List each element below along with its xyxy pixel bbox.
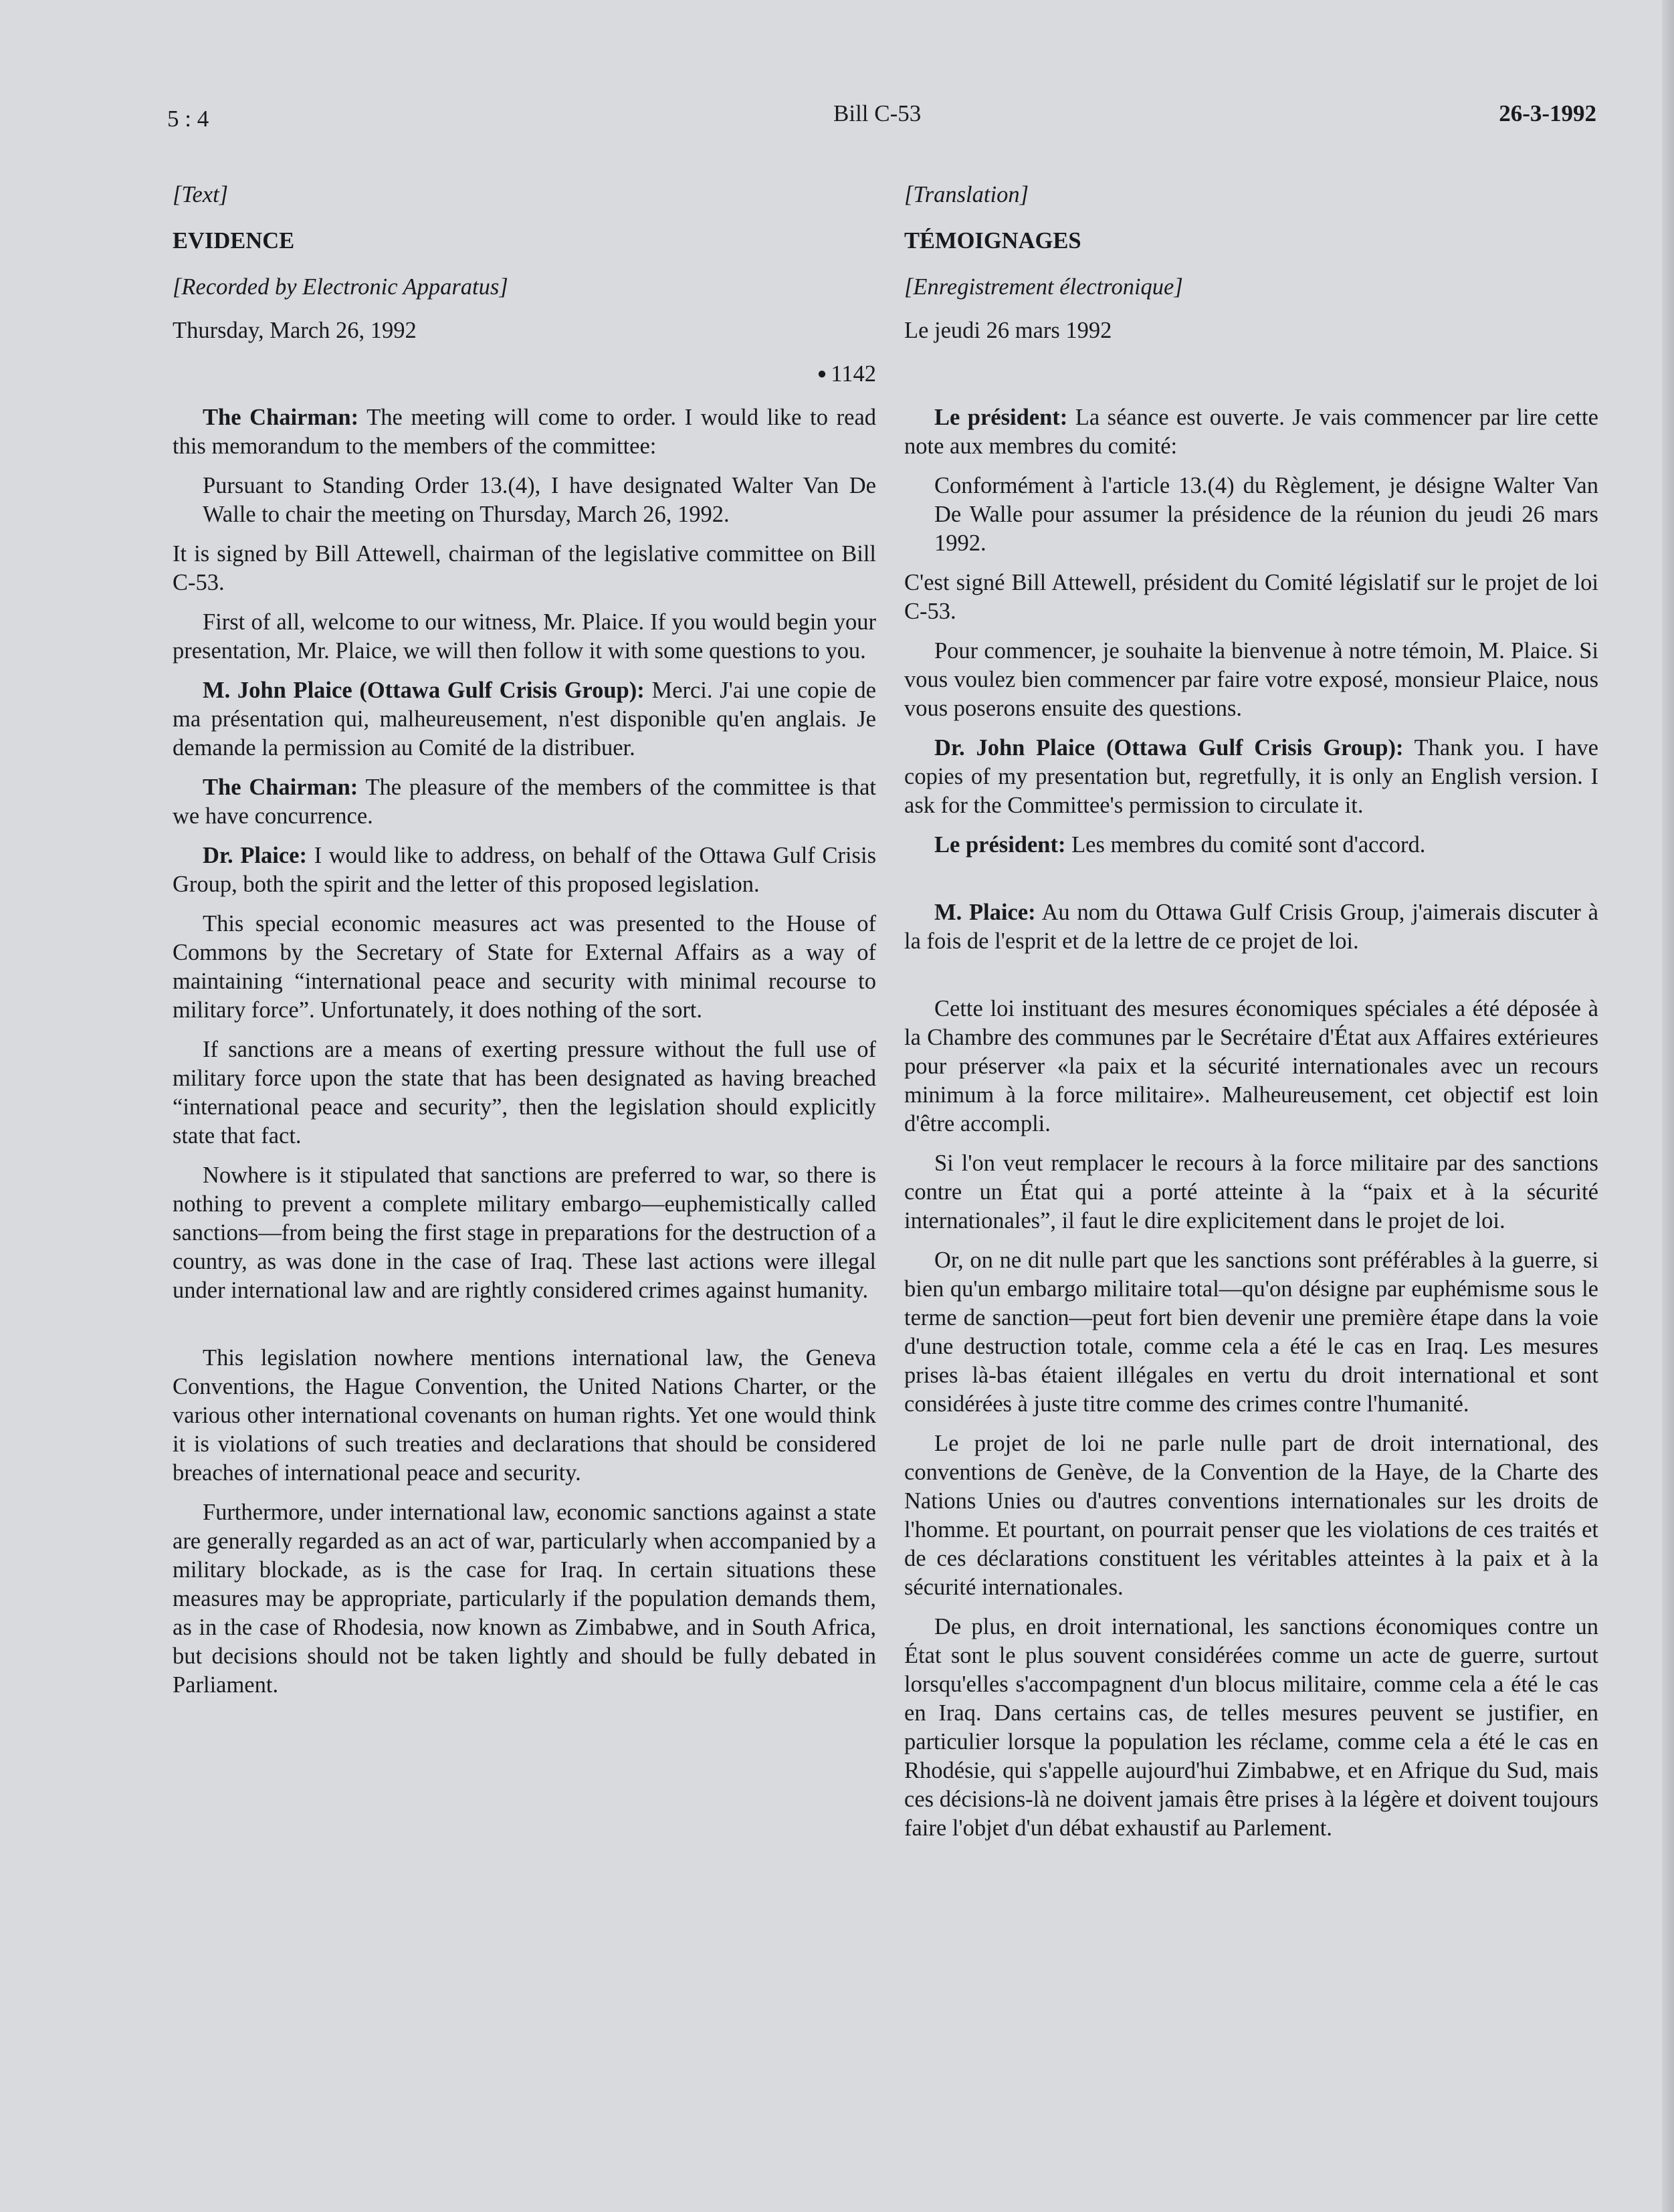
paragraph (173, 773, 876, 831)
paragraph (173, 403, 876, 461)
speaker-name: The Chairman: (203, 775, 358, 800)
speech-text: La séance est ouverte. Je vais commencer par lire cette note aux membres du comité: (904, 405, 1598, 459)
page-header (167, 100, 1596, 140)
speech-text: Au nom du Ottawa Gulf Crisis Group, j'aimerais discuter à la fois de l'esprit et de la lettre de ce projet de loi. (904, 900, 1598, 954)
speaker-name: M. John Plaice (Ottawa Gulf Crisis Group): (203, 678, 645, 703)
speech-text: Merci. J'ai une copie de ma présentation qui, malheureusement, n'est disponible qu'en anglais. Je demande la permission au Comité de la distribuer. (173, 678, 876, 761)
memorandum-quote: Pursuant to Standing Order 13.(4), I have designated Walter Van De Walle to chair the meeting on Thursday, March 26, 1992. (203, 473, 876, 527)
speech-text: Thank you. I have copies of my presentation but, regretfully, it is only an English version. I ask for the Committee's permission to circulate it. (904, 735, 1598, 818)
header-date: 26-3-1992 (1499, 100, 1596, 126)
translation-label: [Translation] (904, 182, 1029, 207)
speech-text: The pleasure of the members of the committee is that we have concurrence. (173, 775, 876, 829)
paragraph (904, 831, 1598, 860)
paragraph (173, 841, 876, 899)
paragraph (173, 676, 876, 763)
speaker-name: Dr. John Plaice (Ottawa Gulf Crisis Group): (934, 735, 1404, 761)
memorandum-quote: Conformément à l'article 13.(4) du Règlement, je désigne Walter Van De Walle pour assumer la présidence de la réunion du jeudi 26 mars 1992. (934, 473, 1598, 556)
recorded-note: [Enregistrement électronique] (904, 274, 1183, 300)
paragraph (904, 898, 1598, 956)
paragraph: Furthermore, under international law, economic sanctions against a state are generally regarded as an act of war, particularly when accompanied by a military blockade, as is the case for Iraq. In certain situations these measures may be appropriate, particularly if the population demands them, as in the case of Rhodesia, now known as Zimbabwe, and in South Africa, but decisions should not be taken lightly and should be fully debated in Parliament. (173, 1500, 876, 1698)
paragraph: Or, on ne dit nulle part que les sanctions sont préférables à la guerre, si bien qu'un embargo militaire total—qu'on désigne par euphémisme sous le terme de sanction—peut fort bien devenir une première étape dans la voie d'une destruction totale, comme cela a été le cas en Iraq. Les mesures prises là-bas étaient illégales en vertu du droit international et sont considérées à juste titre comme des crimes contre l'humanité. (904, 1247, 1598, 1417)
speaker-name: The Chairman: (203, 405, 359, 430)
paragraph: C'est signé Bill Attewell, président du Comité législatif sur le projet de loi C-53. (904, 570, 1598, 624)
meeting-date: Le jeudi 26 mars 1992 (904, 318, 1112, 343)
recorded-note: [Recorded by Electronic Apparatus] (173, 274, 508, 300)
paragraph: If sanctions are a means of exerting pressure without the full use of military force upon the state that has been designated as having breached “international peace and security”, then the legislation should explicitly state that fact. (173, 1037, 876, 1148)
english-column (173, 181, 876, 1710)
paragraph: De plus, en droit international, les sanctions économiques contre un État sont le plus souvent considérées comme un acte de guerre, surtout lorsqu'elles s'accompagnent d'un blocus militaire, comme cela a été le cas en Iraq. Dans certains cas, de telles mesures peuvent se justifier, en particulier lorsque la population les réclame, comme cela a été le cas en Rhodésie, qui s'appelle aujourd'hui Zimbabwe, et en Afrique du Sud, mais ces décisions-là ne doivent jamais être prises à la légère et doivent toujours faire l'objet d'un débat exhaustif au Parlement. (904, 1614, 1598, 1841)
speech-text: The meeting will come to order. I would like to read this memorandum to the members of the committee: (173, 405, 877, 459)
page-edge-shadow (1662, 0, 1674, 2212)
speaker-name: Dr. Plaice: (203, 843, 307, 868)
paragraph: This special economic measures act was presented to the House of Commons by the Secretary of State for External Affairs as a way of maintaining “international peace and security with minimal recourse to military force”. Unfortunately, it does nothing of the sort. (173, 911, 876, 1023)
page-number: 5 : 4 (167, 106, 209, 132)
bill-title: Bill C-53 (833, 100, 922, 126)
paragraph: First of all, welcome to our witness, Mr. Plaice. If you would begin your presentation, Mr. Plaice, we will then follow it with some questions to you. (173, 609, 876, 664)
meeting-date: Thursday, March 26, 1992 (173, 318, 417, 343)
paragraph: This legislation nowhere mentions international law, the Geneva Conventions, the Hague Convention, the United Nations Charter, or the various other international covenants on human rights. Yet one would think it is violations of such treaties and declarations that should be considered breaches of international peace and security. (173, 1345, 876, 1486)
paragraph: Le projet de loi ne parle nulle part de droit international, des conventions de Genève, de la Convention de la Haye, de la Charte des Nations Unies ou d'autres conventions internationales sur les droits de l'homme. Et pourtant, on pourrait penser que les violations de ces traités et de ces déclarations constituent les véritables atteintes à la paix et à la sécurité internationales. (904, 1431, 1598, 1600)
temoignages-heading: TÉMOIGNAGES (904, 228, 1081, 254)
paragraph: Pour commencer, je souhaite la bienvenue à notre témoin, M. Plaice. Si vous voulez bien commencer par faire votre exposé, monsieur Plaice, nous vous poserons ensuite des questions. (904, 638, 1598, 721)
speech-text: I would like to address, on behalf of the Ottawa Gulf Crisis Group, both the spirit and the letter of this proposed legislation. (173, 843, 876, 897)
paragraph: Cette loi instituant des mesures économiques spéciales a été déposée à la Chambre des communes par le Secrétaire d'État aux Affaires extérieures pour préserver «la paix et la sécurité internationales avec un recours minimum à la force militaire». Malheureusement, cet objectif est loin d'être accompli. (904, 996, 1598, 1136)
speaker-name: M. Plaice: (934, 900, 1036, 925)
paragraph: It is signed by Bill Attewell, chairman of the legislative committee on Bill C-53. (173, 541, 876, 595)
paragraph (904, 403, 1598, 461)
time-stamp: ● 1142 (173, 360, 876, 389)
speaker-name: Le président: (934, 832, 1066, 858)
text-label: [Text] (173, 182, 229, 207)
speaker-name: Le président: (934, 405, 1068, 430)
speech-text: Les membres du comité sont d'accord. (1065, 832, 1426, 858)
paragraph: Si l'on veut remplacer le recours à la force militaire par des sanctions contre un État qui a porté atteinte à la “paix et à la sécurité internationales”, il faut le dire explicitement dans le projet de loi. (904, 1150, 1598, 1233)
evidence-heading: EVIDENCE (173, 228, 295, 254)
paragraph (904, 734, 1598, 820)
spacer (904, 360, 1598, 389)
paragraph: Nowhere is it stipulated that sanctions are preferred to war, so there is nothing to prevent a complete military embargo—euphemistically called sanctions—from being the first stage in preparations for the destruction of a country, as was done in the case of Iraq. These last actions were illegal under international law and are rightly considered crimes against humanity. (173, 1163, 876, 1303)
french-column (904, 181, 1598, 1853)
